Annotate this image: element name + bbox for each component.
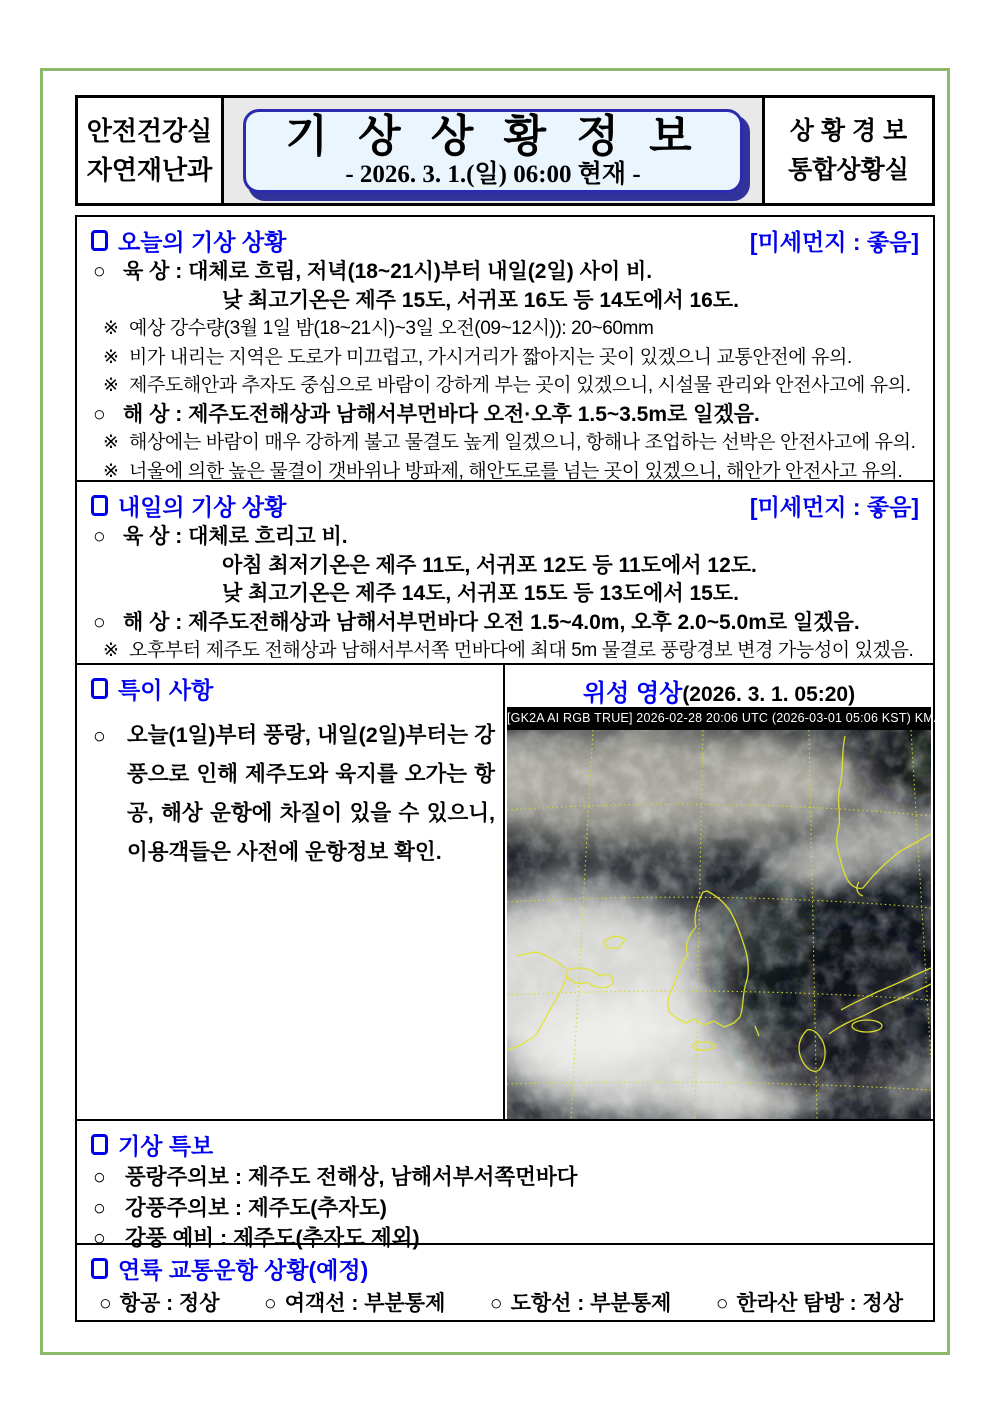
circle-bullet-icon: ○ (489, 1292, 503, 1315)
section-checkbox-icon (91, 1258, 108, 1279)
circle-bullet-icon: ○ (93, 1226, 106, 1250)
tomorrow-sea-note: ※ 오후부터 제주도 전해상과 남해서부서쪽 먼바다에 최대 5m 물결로 풍랑경보 변경 가능성이 있겠음. (77, 637, 933, 666)
circle-bullet-icon: ○ (99, 1292, 112, 1315)
section-transport (77, 1245, 933, 1320)
satellite-timestamp: (2026. 3. 1. 05:20) (682, 683, 856, 706)
circle-bullet-icon: ○ (93, 610, 106, 634)
section-warnings-header (77, 1121, 933, 1162)
section-transport-header (77, 1245, 933, 1286)
circle-bullet-icon: ○ (93, 260, 106, 283)
satellite-image (507, 730, 931, 1119)
reference-mark-icon: ※ (103, 318, 119, 339)
circle-bullet-icon: ○ (93, 724, 106, 748)
report-title: 기 상 상 황 정 보 (285, 111, 701, 161)
reference-mark-icon: ※ (103, 346, 119, 368)
section-tomorrow (77, 482, 933, 665)
department-cell (78, 98, 224, 203)
section-checkbox-icon (91, 495, 108, 516)
satellite-title: 위성 영상 (582, 680, 683, 707)
reference-mark-icon: ※ (103, 460, 119, 482)
tomorrow-land-line: ○ 육 상 : 대체로 흐리고 비. (77, 523, 933, 552)
today-note: ※ 예상 강수량(3월 1일 밤(18~21시)~3일 오전(09~12시)): 20~60mm (77, 315, 933, 344)
office-line2: 통합상황실 (788, 155, 909, 184)
section-special (77, 665, 943, 1121)
section-today-title: 오늘의 기상 상황 (118, 229, 287, 255)
special-notes-cell (77, 665, 505, 1119)
section-tomorrow-title: 내일의 기상 상황 (118, 494, 287, 520)
today-note: ※ 제주도해안과 추자도 중심으로 바람이 강하게 부는 곳이 있겠으니, 시설물 관리와 안전사고에 유의. (77, 372, 933, 401)
special-note-paragraph: ○ 오늘(1일)부터 풍랑, 내일(2일)부터는 강풍으로 인해 제주도와 육지를 오가는 항공, 해상 운항에 차질이 있을 수 있으니, 이용객들은 사전에 운항정보 확인. (77, 706, 503, 872)
section-checkbox-icon (91, 1134, 108, 1155)
title-box (243, 109, 743, 193)
transport-item-ferry: ○ 여객선 : 부분통제 (264, 1292, 446, 1315)
report-body (75, 215, 943, 1322)
office-line1: 상 황 경 보 (789, 116, 908, 145)
section-warnings (77, 1121, 933, 1250)
reference-mark-icon: ※ (103, 375, 119, 396)
title-cell (224, 98, 765, 203)
department-line2: 자연재난과 (86, 154, 213, 185)
warning-item: ○ 풍랑주의보 : 제주도 전해상, 남해서부서쪽먼바다 (77, 1162, 933, 1193)
section-today-header (77, 217, 933, 258)
satellite-caption: [GK2A AI RGB TRUE] 2026-02-28 20:06 UTC (2026-03-01 05:06 KST) KMA (507, 707, 931, 730)
circle-bullet-icon: ○ (264, 1292, 277, 1315)
tomorrow-sea-line: ○ 해 상 : 제주도전해상과 남해서부먼바다 오전 1.5~4.0m, 오후 2.0~5.0m로 일겠음. (77, 609, 933, 638)
report-datetime: - 2026. 3. 1.(일) 06:00 현재 - (345, 160, 641, 188)
circle-bullet-icon: ○ (93, 1195, 106, 1220)
today-land-line: ○ 육 상 : 대체로 흐림, 저녁(18~21시)부터 내일(2일) 사이 비. (77, 258, 933, 287)
transport-item-hallasan: ○ 한라산 탐방 : 정상 (715, 1292, 903, 1315)
reference-mark-icon: ※ (103, 432, 119, 453)
section-tomorrow-header (77, 482, 933, 523)
today-sea-line: ○ 해 상 : 제주도전해상과 남해서부먼바다 오전·오후 1.5~3.5m로 일겠음. (77, 401, 933, 430)
dust-badge-today: [미세먼지 : 좋음] (749, 229, 919, 255)
today-note: ※ 비가 내리는 지역은 도로가 미끄럽고, 가시거리가 짧아지는 곳이 있겠으니 교통안전에 유의. (77, 344, 933, 373)
satellite-cell (505, 665, 943, 1119)
section-checkbox-icon (91, 678, 108, 699)
tomorrow-land-line3: 낮 최고기온은 제주 14도, 서귀포 15도 등 13도에서 15도. (222, 582, 739, 605)
satellite-header (505, 665, 933, 707)
warning-item: ○ 강풍 예비 : 제주도(추자도 제외) (77, 1223, 933, 1254)
warning-item: ○ 강풍주의보 : 제주도(추자도) (77, 1193, 933, 1224)
section-special-header (77, 665, 503, 706)
section-warnings-title: 기상 특보 (118, 1133, 214, 1159)
today-sea-note: ※ 해상에는 바람이 매우 강하게 불고 물결도 높게 일겠으니, 항해나 조업하는 선박은 안전사고에 유의. (77, 429, 933, 458)
today-land-line2: 낮 최고기온은 제주 15도, 서귀포 16도 등 14도에서 16도. (222, 288, 739, 312)
circle-bullet-icon: ○ (715, 1292, 729, 1315)
today-sea-note: ※ 너울에 의한 높은 물결이 갯바위나 방파제, 해안도로를 넘는 곳이 있겠으니, 해안가 안전사고 유의. (77, 458, 933, 487)
transport-status-row (77, 1286, 933, 1320)
transport-item-island-boat: ○ 도항선 : 부분통제 (489, 1292, 672, 1315)
circle-bullet-icon: ○ (93, 402, 106, 426)
reference-mark-icon: ※ (103, 640, 119, 661)
transport-item-air: ○ 항공 : 정상 (99, 1292, 220, 1315)
report-header (75, 95, 935, 206)
circle-bullet-icon: ○ (93, 1165, 106, 1189)
office-cell (765, 98, 932, 203)
section-transport-title: 연륙 교통운항 상황(예정) (118, 1257, 369, 1283)
section-today (77, 217, 933, 482)
tomorrow-land-line2: 아침 최저기온은 제주 11도, 서귀포 12도 등 11도에서 12도. (222, 553, 757, 577)
section-special-title: 특이 사항 (118, 677, 214, 703)
satellite-figure (507, 707, 943, 1119)
circle-bullet-icon: ○ (93, 525, 106, 548)
dust-badge-tomorrow: [미세먼지 : 좋음] (749, 494, 919, 520)
department-line1: 안전건강실 (86, 115, 213, 146)
section-checkbox-icon (91, 230, 108, 251)
